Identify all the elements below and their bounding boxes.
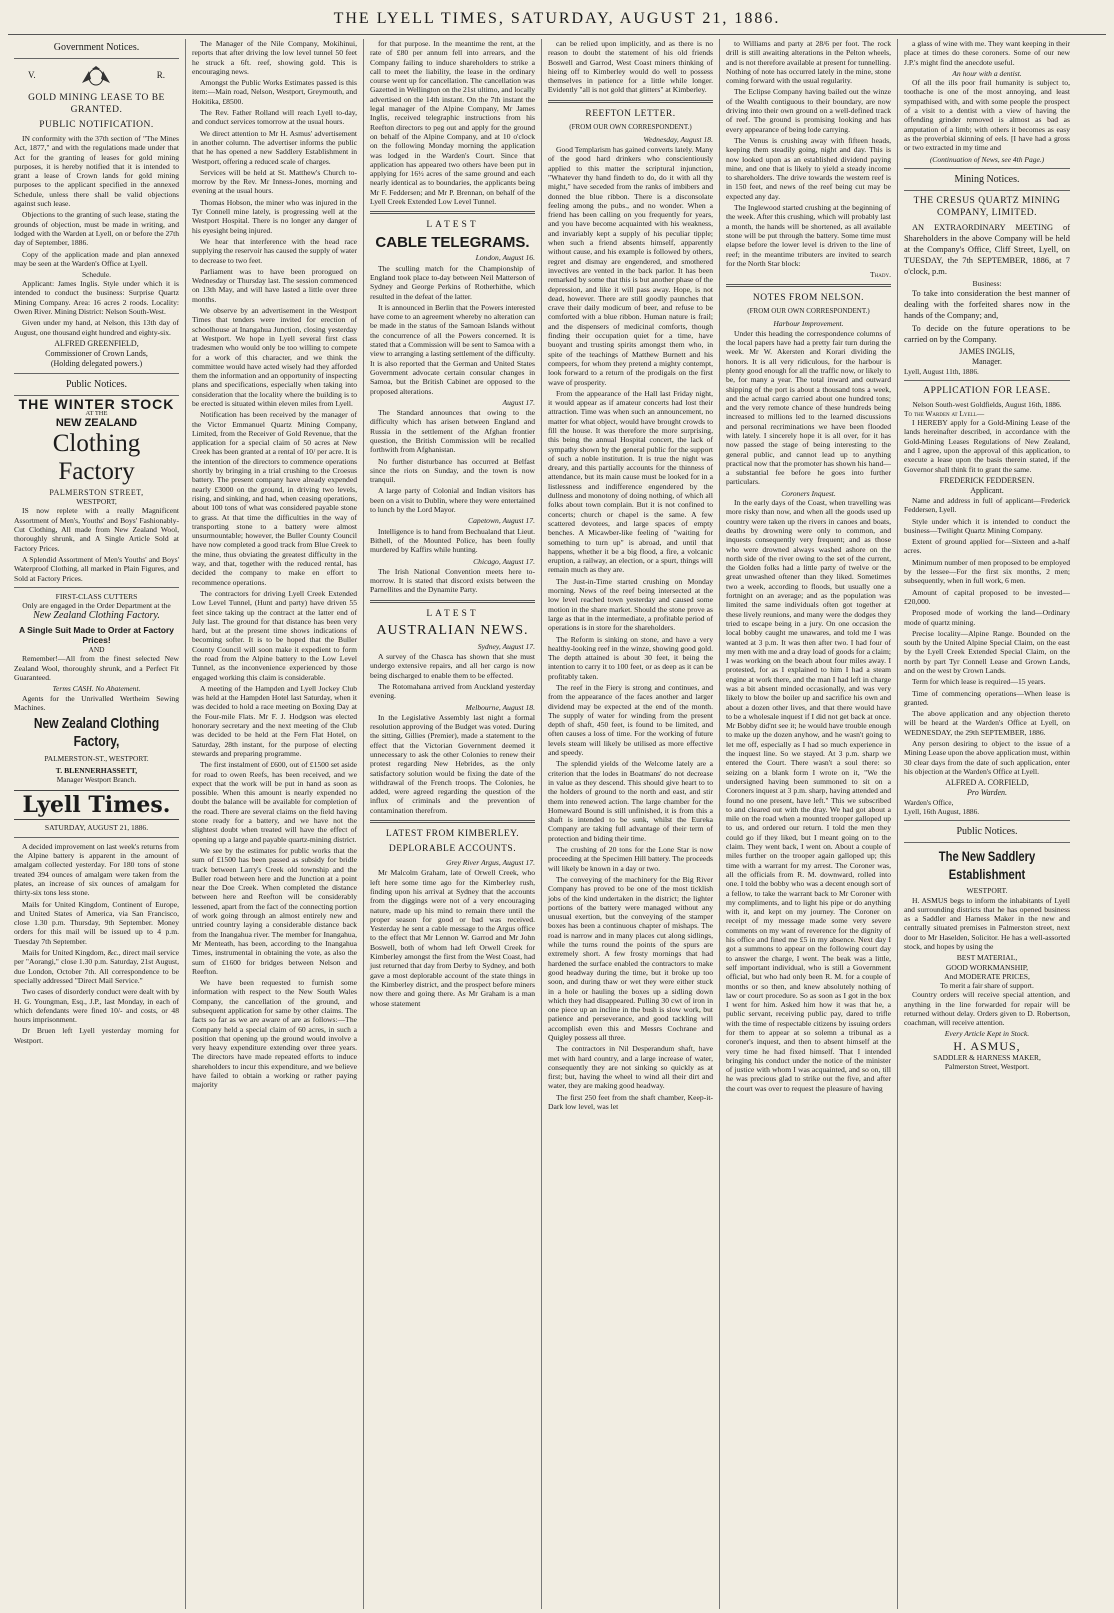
news-paragraph: Mails for United Kingdom, Continent of Europe, and United States of America, via San Francisco, close 1.30 p.m. Thursday, 9th September. Money orders for this mail will be issued up to 4 p.m. Tuesday 7th September.	[14, 899, 179, 946]
notice-date: Lyell, August 11th, 1886.	[904, 367, 979, 377]
news-paragraph: The Just-in-Time started crushing on Monday morning. News of the reef being intersected at the low level reached town yesterday and caused some motion in the share market. Should the stone prove as large as that in the intermediate, a profitable period of operations is in store for the shareholders.	[548, 576, 713, 633]
notice-paragraph: Proposed mode of working the land—Ordinary mode of quartz mining.	[904, 608, 1070, 627]
cable-telegrams-heading: CABLE TELEGRAMS.	[375, 234, 530, 252]
paper-title: Lyell Times.	[14, 790, 179, 820]
notice-paragraph: Copy of the application made and plan annexed may be seen at the Warden's Office at Lyell.	[14, 249, 179, 268]
reefton-letter-heading: REEFTON LETTER.	[585, 108, 676, 119]
mining-notices-heading: Mining Notices.	[954, 173, 1020, 185]
dateline: Wednesday, August 18.	[643, 134, 713, 144]
ad-paragraph: Only are engaged in the Order Department at the	[22, 601, 171, 611]
divider	[370, 600, 535, 603]
ad-paragraph: IS now replete with a really Magnificent Assortment of Men's, Youths' and Boys' Fashionably-Cut Clothing, All made from New Zealand Wool, thoroughly shrunk, and A Single Article Sold at Factory Prices.	[14, 506, 179, 553]
notice-paragraph: Extent of ground applied for—Sixteen and a-half acres.	[904, 537, 1070, 556]
ad-line: Every Article Kept in Stock.	[944, 1029, 1030, 1039]
paper-date: SATURDAY, AUGUST 21, 1886.	[44, 823, 149, 833]
dateline: Sydney, August 17.	[477, 641, 535, 651]
lease-title: GOLD MINING LEASE TO BE GRANTED.	[28, 93, 165, 115]
ad-suit: A Single Suit Made to Order at Factory Prices!	[18, 625, 175, 646]
ad-paragraph: H. ASMUS begs to inform the inhabitants of Lyell and surrounding districts that he has opened business as a Saddler and Harness Maker in the new and centrally situated premises in Palmerston street, next door to Mr Haselden, Solicitor. He has a well-assorted stock, and hopes by using the	[904, 895, 1070, 952]
divider	[904, 820, 1070, 821]
ad-factory-heading: New Zealand Clothing Factory,	[33, 715, 160, 751]
notice-paragraph: Term for which lease is required—15 years.	[912, 677, 1046, 687]
ad-line: To merit a fair share of support.	[940, 981, 1034, 991]
news-paragraph: The Manager of the Nile Company, Mokihinui, reports that after driving the low level tunnel 50 feet he struck a 6ft. reef, showing gold. This is encouraging news.	[192, 39, 357, 76]
divider	[904, 190, 1070, 191]
news-paragraph: The conveying of the machinery for the Big River Company has proved to be one of the most ticklish jobs of the kind undertaken in the district; the lighter portions of the battery were managed without any unusual exertion, but the conveying of the stamper boxes has been a continuous chapter of mishaps. The road is narrow and in many places cut along sidlings, while the turns round the points of the spurs are extremely short. A few frosty mornings that had hardened the surface enabled the contractors to make good headway during the time, but it broke up too soon, and during thaw or wet they were either stuck in a hole or hauling the boxes up a sidling down which they had disappeared. Pulling 30 cwt of iron in one piece up an incline in the bush is slow work, but patience and perseverance, and good tackling will accomplish even this and Messrs Cochrane and Quigley possess all three.	[548, 874, 713, 1042]
news-paragraph: The contractors for driving Lyell Creek Extended Low Level Tunnel, (Hunt and party) have driven 55 feet since taking up the contract at the latter end of July last. The ground for that distance has been very hard, but at the present time shows indications of becoming softer. It is to be hoped that the Buller County Council will soon make it expedient to form the road from the Alpine battery to the Low Level Tunnel, as the inconvenience experienced by those engaged working this claim is considerable.	[192, 588, 357, 682]
news-paragraph: Under this heading the correspondence columns of the local papers have had a pretty fair turn during the week. Mr W. Akersten and Korari dividing the honors. It is all very ridiculous, for the harbour is plenty good enough for all the traffic now, or likely to be, for many a year. The total inward and outward shipping of the port is about a thousand tons a week, and the actual cargo carried about one hundred tons; and the very remote chance of these hundreds being increased to millions led to the learned discussions and personal recriminations we have been flooded with lately. I sincerely hope it is all over, for it has now passed the stage of being interesting to the general public, and cannot lead up to anything practical now that the promoter has shown his hand—a substantial fee before he goes into further particulars.	[726, 328, 891, 487]
notice-paragraph: Time of commencing operations—When lease is granted.	[904, 688, 1070, 707]
crest-left-letter: V.	[28, 70, 36, 81]
news-paragraph: Notification has been received by the manager of the Victor Emmanuel Quartz Mining Company, Limited, from the Receiver of Gold Revenue, that the application for a special claim of 50 acres at New Creek has been granted at a rental of 10/ per acre. It is the intention of the directors to commence operations shortly by bringing in a trial crushing to the Croesus battery. The present company have already expended nearly £3000 on the ground, in driving two levels, rising, and sinking, and had, when ceasing operations, about 100 tons of what was considered payable stone to grass. At that time the difficulties in the way of transporting stone to a battery were almost unsurmountable; however, the Buller County Council have now completed a good track from Blue Creek to the mine, thus obviating the greatest difficulty in the way, and that, together with the reduced rental, has decided the company to make en effort to recommence operations.	[192, 410, 357, 587]
schedule-text: Applicant: James Inglis. Style under which it is intended to conduct the business: Surprise Quartz Mining Company. Area: 16 acres 2 roods. Locality: Owen River. Mining District: Nelson South-West.	[14, 279, 179, 317]
notice-paragraph: Any person desiring to object to the issue of a Mining Lease upon the above application must, within 30 clear days from the date of such application, enter his objection at the Warden's Office at Lyell.	[904, 739, 1070, 776]
news-paragraph: A meeting of the Hampden and Lyell Jockey Club was held at the Hampden Hotel last Saturday, when it was decided to hold a race meeting on Boxing Day at the Four-mile Flats. Mr F. J. Hodgson was elected honorary secretary and the next meeting of the Club was decided to be held at the Fern Flat Hotel, on Saturday, 28th instant, for the purpose of electing stewards and preparing programme.	[192, 683, 357, 758]
schedule-heading: Schedule.	[82, 270, 111, 280]
public-notices-heading: Public Notices.	[65, 378, 128, 390]
news-paragraph: Mails for United Kingdom, &c., direct mail service per "Aorangi," close 1.30 p.m. Saturday, 21st August, due London, October 7th. All correspondence to be specially addressed "Direct Mail Service."	[14, 948, 179, 985]
news-paragraph: The Eclipse Company having bailed out the winze of the Wealth contiguous to their boundary, are now driving into their own ground on a well-defined track of reef. The ground is promising looking and has every appearance of being lode carrying.	[726, 87, 891, 134]
crest-icon	[79, 65, 113, 87]
news-paragraph: Intelligence is to hand from Bechualand that Lieut. Bithell, of the Mounted Police, has been foully murdered by Kaffirs while hunting.	[370, 526, 535, 555]
business-label: Business:	[972, 278, 1002, 288]
news-paragraph: Parliament was to have been prorogued on Wednesday or Thursday last. The session commenced on 13th May, and will have lasted a little over three months.	[192, 266, 357, 304]
dateline: Capetown, August 17.	[468, 516, 535, 526]
news-paragraph: In the Legislative Assembly last night a formal resolution approving of the Budget was voted. During the sitting, Gillies (Premier), made a statement to the effect that the Victorian Government deemed it unnecessary to ask the other Colonies to renew their protest regarding New Hebrides, as the only satisfactory solution would be fixing the date of the withdrawal of the French troops. The Colonies, he added, were agreed regarding the question of the influx of criminals and the prevention of contamination therefrom.	[370, 712, 535, 815]
addressee: To the Warden at Lyell—	[904, 409, 985, 419]
subheading: Harbour Improvement.	[773, 319, 844, 329]
news-paragraph: The reef in the Fiery is strong and continues, and from the appearance of the faces another and larger dividend may be expected at the end of the month. The supply of water for winding from the present depth of shaft, 450 feet, is found to be limited, and often causes a loss of time. For the working of future levels steam will likely be utilised as more effective and speedy.	[548, 683, 713, 758]
news-paragraph: The Standard announces that owing to the difficulty which has arisen between England and Russia in the settlement of the Afghan frontier question, the British Commission will be recalled forthwith from Afghanistan.	[370, 408, 535, 455]
ad-trade: SADDLER & HARNESS MAKER,	[933, 1052, 1041, 1062]
news-paragraph: No further disturbance has occurred at Belfast since the riots on Sunday, and the town is now tranquil.	[370, 456, 535, 485]
news-paragraph: Services will be held at St. Matthew's Church to-morrow by the Rev. Mr Inness-Jones, morning and evening at the usual hours.	[192, 167, 357, 196]
notice-paragraph: Objections to the granting of such lease, stating the grounds of objection, must be made in writing, and lodged with the Warden at Lyell, on or before the 27th day of September, 1886.	[14, 210, 179, 248]
correspondent-note: (FROM OUR OWN CORRESPONDENT.)	[747, 307, 870, 316]
subheading: Coroners Inquest.	[781, 488, 836, 498]
notes-from-nelson-heading: NOTES FROM NELSON.	[752, 293, 865, 304]
notice-place: Warden's Office,	[904, 798, 954, 808]
dateline: Grey River Argus, August 17.	[445, 858, 535, 868]
news-paragraph: Of all the ills poor frail humanity is subject to, toothache is one of the most annoying, and least sympathised with, and with some people the prospect of a visit to a dentist with a view of having the offending grinder removed is almost as bad as amputation of a limb; with others it becomes as easy as the proverbial skinning of eels. [I have had a gross or two extracted in my time and	[904, 78, 1070, 153]
public-notification-heading: PUBLIC NOTIFICATION.	[39, 120, 154, 130]
ad-line: And MODERATE PRICES,	[944, 971, 1030, 981]
signature-name: ALFRED A. CORFIELD,	[945, 778, 1029, 788]
news-paragraph: A decided improvement on last week's returns from the Alpine battery is apparent in the amount of amalgam collected yesterday. For 180 tons of stone treated 394 ounces of amalgam were taken from the plates, an increase of six ounces of amalgam for thirty-six tons less stone.	[14, 841, 179, 898]
news-paragraph: for that purpose. In the meantime the rent, at the rate of £80 per annum fell into arrears, and the Company failing to induce shareholders to strike a call to meet the liability, the lease in the ordinary course went up for cancellation. The cancellation was Gazetted in Wellington on the 21st ultimo, and locally advertised on the 14th instant. On the 7th instant the legal manager of the Alpine Company, Mr James Inglis, received telegraphic instructions from his Reefton directors to peg out and apply for the ground on behalf of the Alpine Company, and at 10 o'clock on the following Monday morning the application was lodged in the Warden's Court. Since that application has appeared two others have been put in applying for 16½ acres of the same ground and each nearly identical as to boundaries, the applicants being Mr F. Feddersen; and Mr P. Brennan, on behalf of the Lyell Creek Extended Low Level Tunnel.	[370, 39, 535, 207]
signature-name: FREDERICK FEDDERSEN.	[939, 475, 1035, 485]
news-paragraph: Thomas Hobson, the miner who was injured in the Tyr Connell mine lately, is progressing well at the Westport Hospital. There is no longer any danger of his eyesight being injured.	[192, 197, 357, 235]
ad-line: AT THE	[85, 410, 108, 418]
crest-right-letter: R.	[156, 70, 165, 81]
dateline: August 17.	[502, 397, 535, 407]
news-paragraph: The contractors in Nil Desperandum shaft, have met with hard country, and a large increase of water, consequently they are not sinking so quickly as at first; but, having the wheel to wind all their dirt and water, they are making good headway.	[548, 1044, 713, 1091]
government-notices-heading: Government Notices.	[53, 42, 140, 53]
column-5	[720, 39, 898, 1609]
news-paragraph: The Reform is sinking on stone, and have a very healthy-looking reef in the winze, showing good gold. The depth attained is about 30 feet, it being the intention to carry it to 100 feet, or as deep as it can be profitably taken.	[548, 634, 713, 681]
notice-paragraph: Amount of capital proposed to be invested—£20,000.	[904, 587, 1070, 606]
column-3	[364, 39, 542, 1609]
column-6	[898, 39, 1076, 1609]
divider	[370, 820, 535, 823]
signature-name: JAMES INGLIS,	[959, 347, 1015, 357]
saddlery-town: WESTPORT.	[966, 886, 1008, 896]
signature-name: ALFRED GREENFIELD,	[54, 338, 139, 348]
news-paragraph: a glass of wine with me. They want keeping in their place at times do these coroners. Some of our new J.P.'s might find the anecdote useful.	[904, 39, 1070, 67]
notice-paragraph: To take into consideration the best manner of dealing with the forfeited shares now in the hands of the Company; and,	[904, 289, 1070, 321]
signature-title: Applicant.	[970, 485, 1004, 495]
news-paragraph: In the early days of the Coast, when travelling was more risky than now, and when all the goods used up country were taken up the rivers in canoes and boats, deaths by drowning were only to common, and inquests consequently very frequent; and as those who were drowned always washed ashore on the north side of the river owing to the set of the current, the Golden folks had a little party of twelve or the great unwashed oftener than they liked. Sometimes two a week, according to floods, but usually one a fortnight on an average; and as the population was limited the same individuals often got together at these lively reunions, and many were the dodges they tried to escape being in a jury. On one occasion the local bobby caught me unawares, and told me I was wanted at 3 p.m. It was then after two. I had four of my men with me and a dray load of goods for a claim; I was working on the beach about four miles away. I protested, for as I explained to him I had a steam engine at work there, and the man I had left in charge was a bit absent minded occasionally, and was very likely to blow the boiler up and sacrifice his own and about a dozen other lives, and that there would have to be a wholesale inquest if I did not get back at once. Mr Bobby did'nt see it; he would have trouble enough to make up the dozen anyhow, and he wasn't going to let me off, especially as I had so much experience in the inquest line. So we stayed. At 3 p.m. sharp we entered the Court. There wasn't a soul there: so seizing on a blank form I wrote on it, "We the undersigned having been summoned to sit on a Coroners inquest at 3 p.m. sharp, having attended and found no one present, have left." This we subscribed to and cleared out with the dray. We had got about a mile on the road when a mounted trooper galloped up to us, and ordered our return. I told the men they could go if they liked, but I meant going on to the claim. They went back, I went on. About a couple of miles further on the trooper again galloped up; this time with a warrant for my arrest. The Coroner was, all the officials from R. M. downward, rolled into one. I told the bobby who was a decent enough sort of a fellow, to take the warrant back to Mr Coroner with my compliments, and to light his pipe or do anything with it, and kept on my journey. The Coroner on receipt of my message made some very severe comments on my want of reverence for the dignity of his office and fined me £5 in my absence. Next day I got a summons to appear on the following court day to answer the charge, I went. The beak was a little, self important individual, who is still a Government official, but who had only been R. M. for a couple of months or so then, and knew absolutely nothing of law or court procedure. So as soon as I got in the box I went for him. Asked him how it was that he, a public servant, receiving public pay, dared to trifle with the time of respectable citizens by issuing orders for them to appear at so solemn a tribunal as a coroner's inquest, and then to absent himself at the very time he had fixed himself. That I intended bringing his conduct under the notice of the minister of justice with whom I was acquainted, and so on, till he was precious glad to strike out the five, and after the court was over to request the pleasure of having	[726, 498, 891, 1093]
ad-factory-name: New Zealand Clothing Factory.	[33, 610, 160, 622]
ad-and: AND	[88, 645, 105, 655]
ad-town: WESTPORT,	[76, 497, 117, 507]
ad-address: Palmerston Street, Westport.	[944, 1061, 1030, 1071]
columns	[8, 39, 1106, 1609]
ad-brand: Clothing Factory	[52, 429, 141, 485]
continuation-note: (Continuation of News, see 4th Page.)	[929, 154, 1045, 164]
news-paragraph: The first instalment of £600, out of £1500 set aside for road to owen Reefs, has been received, and we expect that the work will be put in hand as soon as possible. When this amount is nearly expended no doubt the balance will be available for completion of the road. There are several claims on the field having stone ready for a battery, and we have not the slightest doubt when treated will have the effect of opening up a large and payable quartz-mining district.	[192, 760, 357, 844]
news-paragraph: It is announced in Berlin that the Powers interested have come to an agreement whereby no alteration can be made in the status of the Samoan Islands without the concurrence of all the Powers concerned. It is stated that a Commission will be sent to Samoa with a view to arranging a lasting settlement of the difficulty. It is also reported that the German and United States Government advocate certain consular changes in Samoa, but the British Cabinet are opposed to the proposed alterations.	[370, 302, 535, 396]
news-paragraph: Two cases of disorderly conduct were dealt with by H. G. Youngman, Esq., J.P., last Monday, in each of which defendants were fined 10/- and costs, or 48 hours imprisonment.	[14, 987, 179, 1025]
notice-paragraph: To decide on the future operations to be carried on by the Company.	[904, 324, 1070, 345]
signature-title: Manager.	[972, 357, 1002, 367]
news-paragraph: Good Templarism has gained converts lately. Many of the good hard drinkers who conscientiously applied to this matter the scriptural injunction, "Whatever thy hand findeth to do, do it with all thy might," have seceded from the ranks of imbibers and donned the blue ribbon. There is a disconsolate feeling among the pubs., and no wonder. When a friend has been calling on you frequently for years, and you have become acquainted with his weakness, and invariably kept a supply of his peculiar tipple; when such a friend absents himself, apparently without cause, and his example is followed by others, regret and dismay are engendered, and smothered invectives are vented in the back parlor. It has been remarked by some that this is but another phase of the depression, and like it will pass away. Hope, is not dead, however. There are still goodly paunches that crave their daily modicum of beer, and refuse to be comforted with a blue ribbon. Human nature is frail; and the dispensers of medicinal comforts, though finding their occupation quiet for a time, have buoyant and trusting spirits amongst them who, in spite of the teachings of Matthew Burnett and his compeers, for whom they pretend a mighty contempt, look forward to a return of the prodigals on the first wave of prosperity.	[548, 145, 713, 387]
ad-manager: T. BLENNERHASSETT,	[55, 766, 138, 776]
author-signature: Thady.	[870, 270, 891, 280]
application-for-lease-heading: APPLICATION FOR LEASE.	[923, 386, 1051, 397]
notice-date: Lyell, 16th August, 1886.	[904, 807, 980, 817]
divider	[14, 373, 179, 374]
notice-paragraph: AN EXTRAORDINARY MEETING of Shareholders in the above Company will be held at the Company's Office, Cliff Street, Lyell, on TUESDAY, the 7th SEPTEMBER, 1886, at 7 o'clock, p.m.	[904, 222, 1070, 276]
ad-headline: THE WINTER STOCK	[18, 395, 175, 412]
ad-paragraph: Remember!—All from the finest selected New Zealand Wool, thoroughly shrunk, and a Perfect Fit Guaranteed.	[14, 654, 179, 682]
signature-note: (Holding delegated powers.)	[50, 358, 143, 368]
royal-crest	[14, 63, 179, 89]
latest-label: LATEST	[426, 608, 479, 619]
column-4	[542, 39, 720, 1609]
ad-address: PALMERSTON-ST., WESTPORT.	[44, 754, 149, 764]
divider	[14, 587, 179, 588]
news-paragraph: The crushing of 20 tons for the Lone Star is now proceeding at the Specimen Hill battery. The proceeds will likely be known in a day or two.	[548, 845, 713, 873]
news-paragraph: The Inglewood started crushing at the beginning of the week. After this crushing, which will probably last a month, the hands will be shortened, as all available stone will be put through the battery. Some time must elapse before the lower level is driven to the line of reef; in the meantime tributers are invited to search for the North Star block:	[726, 203, 891, 268]
notice-paragraph: The above application and any objection thereto will be heard at the Warden's Office at Lyell, on WEDNESDAY, the 29th SEPTEMBER, 1886.	[904, 709, 1070, 737]
masthead: THE LYELL TIMES, SATURDAY, AUGUST 21, 1886.	[8, 10, 1106, 35]
correspondent-note: (FROM OUR OWN CORRESPONDENT.)	[569, 122, 692, 131]
latest-label: LATEST	[426, 220, 479, 231]
news-paragraph: We observe by an advertisement in the Westport Times that tenders were invited for erection of schoolhouse at Inangahua Junction, closing yesterday at Westport. We hope in Lyell several first class tradesmen who would only be too willing to compete for a work of this character, and we think the committee would have acted wisely had they afforded them the information and an opportunity of inspecting plans and specifications, especially when taking into consideration that the locality where the building is to be erected is situated within eleven miles from Lyell.	[192, 306, 357, 408]
news-paragraph: The Rev. Father Rolland will reach Lyell to-day, and conduct services tomorrow at the usual hours.	[192, 108, 357, 127]
news-paragraph: The Venus is crushing away with fifteen heads, keeping them steadily going, night and day. This is now looked upon as an established dividend paying mine, and one that is likely to yield a steady income to shareholders. The drive towards the western reef is in 150 feet, and news of the reef being cut may be expected any day.	[726, 135, 891, 201]
ad-paragraph: A Splendid Assortment of Men's Youths' and Boys' Waterproof Clothing, all marked in Plain Figures, and Sold at Factory Prices.	[14, 554, 179, 583]
ad-proprietor: H. ASMUS,	[953, 1038, 1021, 1053]
divider	[548, 100, 713, 103]
dateline: Chicago, August 17.	[473, 556, 535, 566]
ad-line: GOOD WORKMANSHIP,	[945, 962, 1029, 972]
news-paragraph: From the appearance of the Hall last Friday night, it would appear as if amateur concerts had lost their attraction. Time was when such an announcement, no matter for what object, would have brought crowds to fill the house. It was therefore the more surprising, this being the annual Hospital concert, the lack of sympathy shown by the general public for the support of such a noble institution. It is true the night was dreary, and this partially accounts for the thinness of attendance, but its main cause must be looked for in a listlessness and indifference engendered by the dullness and monotony of doing nothing, of which all folks about town complain. But it is not confined to concerts; church or chapel is the same. A few scattered devotees, and large spaces of empty benches. A Micawber-like feeling of "waiting for something to turn up" is abroad, and until that happens, whether it be a big flood, a fire, a volcanic eruption, a railway, an election, or a spurt, things will remain much as they are.	[548, 388, 713, 575]
news-paragraph: Mr Malcolm Graham, late of Orwell Creek, who left here some time ago for the Kimberley rush, finding upon his arrival at Sydney that the accounts from the diggings were not of a very encouraging nature, made up his mind to remain there until the proper season for good or bad was received. Yesterday he sent a cable message to the Argus office to the effect that Mr Lennon W. Garrod and Mr John Boswell, both of whom had left Orwell Creek for Kimberley amongst the first from the West Coast, had just returned that day from Derby to Sydney, and both gave a most deplorable account of the state things in the Kimberley district, and the prospect before miners now there and going there. As Mr Graham is a man whose statement	[370, 868, 535, 1008]
column-1	[8, 39, 186, 1609]
notice-date: Nelson South-west Goldfields, August 16th, 1886.	[912, 400, 1062, 410]
news-paragraph: to Williams and party at 28/6 per foot. The rock drill is still awaiting alterations in the Pelton wheels, and is not therefore available at present for tunnelling. Nothing of note has occurred lately in the mine, stone coming forward with the usual regularity.	[726, 39, 891, 86]
divider	[904, 168, 1070, 169]
news-paragraph: Amongst the Public Works Estimates passed is this item:—Main road, Nelson, Westport, Greymouth, and Hokitika, £8500.	[192, 78, 357, 106]
news-paragraph: The first 250 feet from the shaft chamber, Keep-it-Dark low level, was let	[548, 1092, 713, 1112]
news-paragraph: We see by the estimates for public works that the sum of £1500 has been passed as subsidy for bridle track between Larry's Creek old township and the Buller road between here and the Junction at a point near the Doe Creek. When completed the distance between here and Reefton will be considerably lessened, apart from the fact of the connecting portion of work going through an almost entirely new and untried country laying a considerable distance back from the Inangahua river. The member for Inangahua, Mr Menteath, has been, according to the Inangahua Times, instrumental in obtaining the vote, as also the sum of £1600 for bridges between Nelson and Reefton.	[192, 845, 357, 976]
divider	[726, 284, 891, 287]
news-paragraph: The splendid yields of the Welcome lately are a criterion that the lodes in Boatmans' do not decrease in value as they descend. This should give heart to to the holders of ground to the north and east, and stir them into renewed action. The large chamber for the Homeward Bound is still unfinished, it is from this a shaft is intended to be sunk, whilst the Eureka Company are taking full advantage of their term of protection and biding their time.	[548, 759, 713, 843]
deplorable-heading: DEPLORABLE ACCOUNTS.	[388, 844, 517, 855]
news-paragraph: A large party of Colonial and Indian visitors has been on a visit to Dublin, where they were entertained to lunch by the Lord Mayor.	[370, 486, 535, 515]
ad-line: BEST MATERIAL,	[956, 953, 1018, 963]
notice-paragraph: IN conformity with the 37th section of "The Mines Act, 1877," and with the regulations made under that Act for the granting of leases for gold mining purposes, it is hereby notified that it is intended to grant a lease of Crown lands for gold mining purposes to the applicant specified in the annexed Schedule, unless there shall be valid objections against such lease.	[14, 134, 179, 209]
ad-agents: Agents for the Unrivalled Wertheim Sewing Machines.	[14, 693, 179, 712]
news-paragraph: The Irish National Convention meets here to-morrow. It is stated that discord exists between the Parnellites and the Dynamite Party.	[370, 566, 535, 595]
notice-paragraph: Minimum number of men proposed to be employed by the lessee—For the first six months, 2 men; subsequently, when in full work, 6 men.	[904, 557, 1070, 586]
signature-title: Commissioner of Crown Lands,	[45, 348, 148, 358]
company-heading: THE CRESUS QUARTZ MINING COMPANY, LIMITED.	[913, 195, 1061, 218]
news-paragraph: The sculling match for the Championship of England took place to-day between Neil Matterson of Sydney and George Perkins of Rotherhithe, which resulted in the defeat of the latter.	[370, 263, 535, 301]
news-paragraph: A survey of the Chasca has shown that she must undergo extensive repairs, and all her cargo is now being discharged to enable them to be effected.	[370, 652, 535, 680]
divider	[370, 211, 535, 214]
given-text: Given under my hand, at Nelson, this 13th day of August, one thousand eight hundred and eighty-six.	[14, 318, 179, 337]
news-paragraph: The Rotomahana arrived from Auckland yesterday evening.	[370, 681, 535, 701]
saddlery-heading: The New Saddlery Establishment	[938, 848, 1036, 883]
notice-paragraph: Style under which it is intended to conduct the business—Twilight Quartz Mining Company.	[904, 516, 1070, 535]
divider	[14, 58, 179, 59]
ad-street: PALMERSTON STREET,	[49, 487, 144, 497]
kimberley-heading: LATEST FROM KIMBERLEY.	[385, 829, 520, 840]
ad-manager-title: Manager Westport Branch.	[56, 775, 137, 785]
news-paragraph: We have been requested to furnish some information with respect to the New South Wales Company, the cancellation of the ground, and subsequent application for same by other claims. The facts so far as we are aware of are as follows:—The Company held a special claim of 60 acres, in such a position that opening up the ground would involve a very heavy expenditure extending over three years. The directors have made repeated efforts to induce shareholders to incur this expenditure, and we believe have failed to obtain a working or rather paying majority	[192, 978, 357, 1090]
notice-paragraph: Precise locality—Alpine Range. Bounded on the south by the United Alpine Special Claim, on the east by the Lyell Creek Extended Special Claim, on the north by part Tyr Connell Lease and Grown Lands, and on the west by Crown Lands.	[904, 628, 1070, 675]
public-notices-heading: Public Notices.	[956, 826, 1018, 838]
notice-paragraph: I HEREBY apply for a Gold-Mining Lease of the lands hereinafter described, in accordance with the Gold-Mining Leases Regulations of New Zealand, and I agree, upon the approval of this application, to execute a lease upon the basis therein stated, if the Governor shall think fit to grant the same.	[904, 418, 1070, 474]
notice-paragraph: Name and address in full of applicant—Frederick Feddersen, Lyell.	[904, 495, 1070, 515]
news-paragraph: Dr Bruen left Lyell yesterday morning for Westport.	[14, 1026, 179, 1045]
australian-news-heading: AUSTRALIAN NEWS.	[376, 622, 529, 638]
subheading: An hour with a dentist.	[952, 68, 1022, 78]
divider	[904, 380, 1070, 381]
divider	[904, 842, 1070, 843]
divider	[14, 837, 179, 838]
news-paragraph: can be relied upon implicitly, and as there is no reason to doubt the statement of his old friends Boswell and Garrod, West Coast miners thinking of hieing off to Kimberley would do well to possess themselves in patience for a little while longer. Evidently "all is not gold that glitters" at Kimberley.	[548, 39, 713, 95]
dateline: Melbourne, August 18.	[465, 702, 535, 712]
signature-title: Pro Warden.	[967, 788, 1007, 798]
news-paragraph: We direct attention to Mr H. Asmus' advertisement in another column. The advertiser informs the public that he has opened a new Saddlery Establishment in Westport, offering a reduced scale of charges.	[192, 128, 357, 166]
dateline: London, August 16.	[475, 253, 535, 263]
ad-terms: Terms CASH. No Abatement.	[52, 684, 141, 694]
column-2	[186, 39, 364, 1609]
ad-paragraph: Country orders will receive special attention, and anything in the line forwarded for repair will be returned without delay. Orders given to D. Robertson, coachman, will receive attention.	[904, 990, 1070, 1028]
news-paragraph: We hear that interference with the head race supplying the reservoir has caused the supply of water to decrease to two feet.	[192, 236, 357, 265]
ad-line: NEW ZEALAND	[55, 416, 138, 429]
ad-cutters: FIRST-CLASS CUTTERS	[55, 591, 138, 601]
